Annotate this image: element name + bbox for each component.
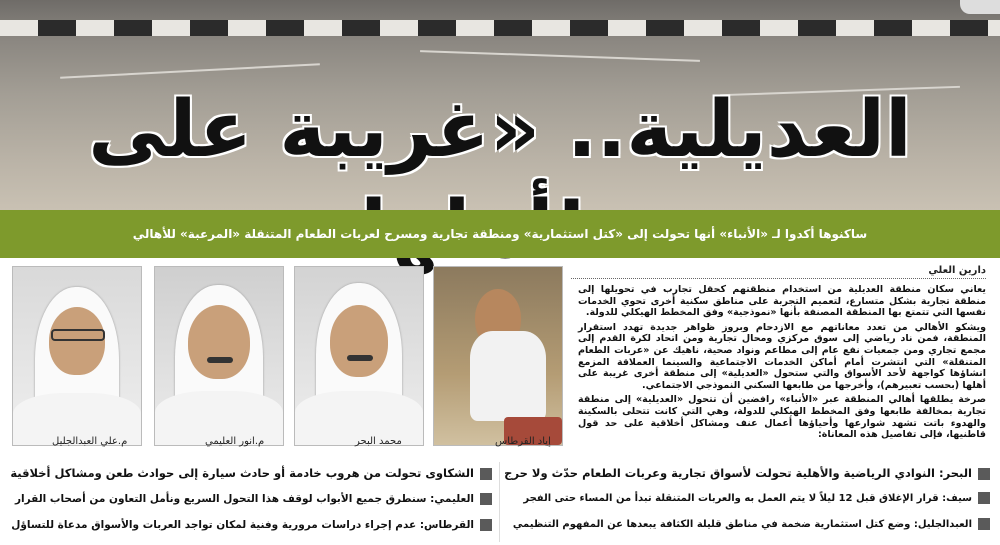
moustache-icon <box>207 357 233 363</box>
photo-anwar-alulaimi <box>154 266 284 446</box>
article-paragraph: يعاني سكان منطقة العديلية من استخدام منطقتهم كحقل تجارب في تحويلها إلى منطقة تجارية بشكل متسارع، لتعميم التجربة على مناطق سكنية أخرى تحوي الخدمات نفسها التي تتمتع بها المنطقة المصنفة بأنها «نموذجية» وفق المخطط الهيكلي للدولة. <box>578 284 986 319</box>
bullet-item: العليمي: سنطرق جميع الأبواب لوقف هذا التحول السريع ونأمل التعاون من أصحاب القرار <box>15 488 492 510</box>
bullet-square-icon <box>480 519 492 531</box>
column-divider <box>499 462 500 542</box>
road-marking <box>60 63 320 79</box>
byline: دارين العلي <box>928 265 986 276</box>
shirt-icon <box>470 331 546 421</box>
road-curb <box>0 20 1000 36</box>
article-paragraph: صرخة يطلقها أهالي المنطقة عبر «الأنباء» رافضين أن تتحول «العديلية» إلى منطقة تجارية بمخالفة طابعها وفق المخطط الهيكلي للدولة، وهي التي كانت تتحلى بالسكينة والهدوء باتت تشهد شوارعها وأحياؤها أعمال عنف ومشاكل أخلاقية على حد قول قاطنيها، فإلى تفاصيل هذه المعاناة: <box>578 394 986 441</box>
photo-iyad-alqartas <box>433 266 563 446</box>
photo-ali-abduljaleel <box>12 266 142 446</box>
bullet-square-icon <box>978 492 990 504</box>
bullet-square-icon <box>978 518 990 530</box>
bullet-item: الشكاوى تحولت من هروب خادمة أو حادث سيارة إلى حوادث طعن ومشاكل أخلاقية <box>10 462 492 484</box>
byline-divider <box>571 278 986 279</box>
photo-caption: م.انور العليمي <box>205 436 265 447</box>
photo-caption: محمد البحر <box>355 436 402 447</box>
article-body <box>578 284 986 444</box>
bullet-square-icon <box>978 468 990 480</box>
glasses-icon <box>51 329 105 341</box>
bullet-item: القرطاس: عدم إجراء دراسات مرورية وفنية لمكان تواجد العربات والأسواق مدعاة للتساؤل <box>11 514 492 536</box>
moustache-icon <box>347 355 373 361</box>
bullet-item: سيف: قرار الإغلاق قبل 12 ليلاً لا يتم العمل به والعربات المتنقلة تبدأ من المساء حتى الفجر <box>523 488 990 510</box>
photo-caption: إياد القرطاس <box>495 436 551 447</box>
car-edge <box>960 0 1000 14</box>
bullet-square-icon <box>480 493 492 505</box>
bullet-item: البحر: النوادي الرياضية والأهلية تحولت لأسواق تجارية وعربات الطعام حدّث ولا حرج <box>504 462 990 484</box>
subheadline: ساكنوها أكدوا لـ «الأنباء» أنها تحولت إلى «كتل استثمارية» ومنطقة تجارية ومسرح لعربات الطعام المتنقلة «المرعبة» للأهالي <box>0 210 1000 258</box>
article-section <box>0 258 1000 458</box>
photo-mohammad-albahar <box>294 266 424 446</box>
road-marking <box>420 50 700 62</box>
bullet-item: العبدالجليل: وضع كتل استثمارية ضخمة في مناطق قليلة الكثافة يبعدها عن المفهوم التنظيمي <box>513 514 990 536</box>
photo-caption: م.علي العبدالجليل <box>52 436 128 447</box>
hero-photo <box>0 0 1000 210</box>
article-paragraph: ويشكو الأهالي من تعدد معاناتهم مع الازدحام وبروز ظواهر جديدة تهدد استقرار المنطقة، فمن ناد رياضي إلى سوق مركزي ومحال تجارية ومن اتحاد لكرة القدم إلى مجمع تجاري ومن جمعيات نفع عام إلى مطاعم ونواد صحية، ناهيك عن «عربات الطعام المتنقلة» التي انتشرت أمام أماكن الخدمات الاجتماعية والسينما العملاقة المزمع انشاؤها كواجهة لأحد الأسواق والتي ستحول «العديلية» إلى منطقة أخرى غريبة على أهلها (بحسب تعبيرهم)، وأخرجها من طابعها السكني النموذجي الاجتماعي. <box>578 321 986 391</box>
bullet-square-icon <box>480 468 492 480</box>
headline: العديلية.. «غريبة على <box>88 85 912 175</box>
